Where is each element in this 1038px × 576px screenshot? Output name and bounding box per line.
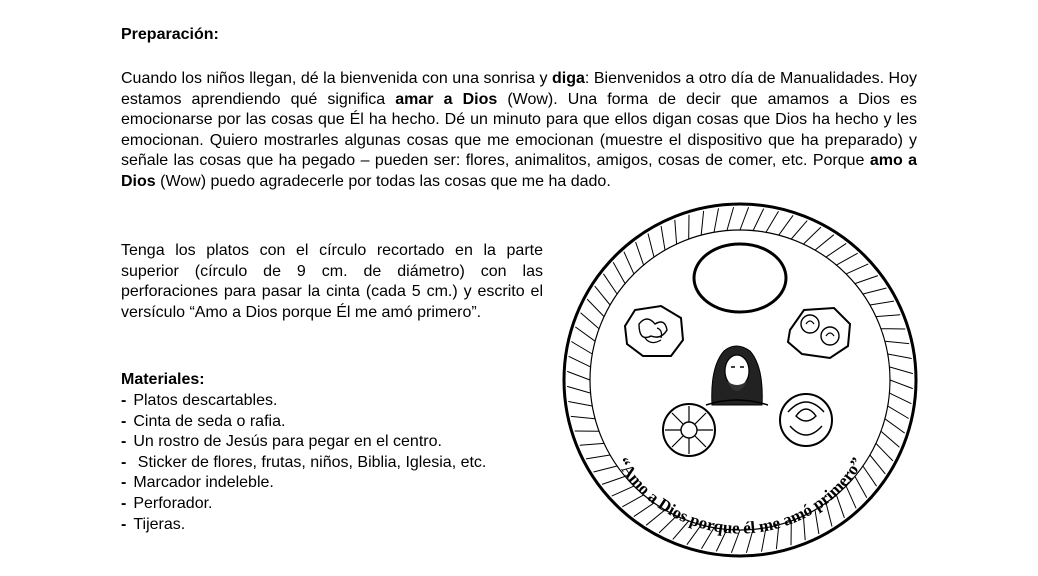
plate-flute-line: [586, 455, 610, 459]
roses-sticker-icon: [788, 308, 850, 358]
plate-flute-line: [567, 371, 590, 380]
plate-flute-line: [779, 215, 793, 235]
plate-flute-line: [567, 386, 591, 393]
list-item: - Un rostro de Jesús para pegar en el centro.: [121, 433, 442, 451]
plate-flute-line: [870, 301, 894, 305]
plate-flute-line: [888, 354, 912, 359]
plate-flute-line: [766, 211, 779, 232]
plate-flute-line: [594, 466, 618, 472]
list-item: - Marcador indeleble.: [121, 474, 274, 492]
materials-list: [121, 391, 543, 535]
plate-flute-line: [568, 402, 592, 407]
plate-flute-line: [587, 299, 604, 317]
plate-flute-line: [870, 455, 885, 474]
plate-flute-line: [881, 431, 899, 447]
plate-flute-line: [701, 211, 703, 235]
plate-flute-line: [890, 380, 913, 389]
plate-flute-line: [863, 288, 887, 294]
plate-flute-line: [569, 356, 591, 367]
plate-flute-line: [636, 242, 644, 265]
plate-flute-line: [571, 416, 595, 418]
list-item: - Platos descartables.: [121, 392, 278, 409]
plate-flute-line: [648, 234, 654, 258]
daisy-sticker-icon: [663, 404, 715, 456]
instructions-paragraph: Tenga los platos con el círculo recortado en la parte superior (círculo de 9 cm. de diámetro) con las perforaciones para pasar la cinta (cada 5 cm.) y escrito el versículo “Amo a Dios porque Él me amó primero”.: [121, 242, 543, 321]
jesus-face-icon: [706, 346, 768, 405]
list-item: - Perforador.: [121, 494, 213, 512]
plate-flute-line: [846, 264, 868, 274]
verse-text: “Amo a Dios porque él me amó primero”: [613, 454, 867, 538]
rose-sticker-icon: [780, 394, 832, 446]
plate-flute-line: [595, 286, 610, 305]
plate-flute-line: [675, 220, 677, 244]
materials-heading: Materiales:: [121, 371, 205, 388]
plate-flute-line: [888, 406, 909, 419]
plate-flute-line: [753, 209, 764, 231]
flower-sticker-icon: [625, 306, 683, 356]
plate-flute-line: [791, 221, 807, 239]
plate-flute-line: [613, 262, 625, 283]
plate-flute-line: [581, 313, 599, 329]
plate-flute-line: [714, 208, 719, 232]
plate-flute-line: [889, 367, 913, 374]
plate-flute-line: [876, 315, 900, 317]
plate-flute-line: [836, 253, 857, 265]
plate-flute-line: [826, 243, 846, 257]
plate-flute-line: [727, 207, 734, 231]
list-item: - Tijeras.: [121, 515, 186, 533]
plate-flute-line: [661, 226, 665, 250]
cutout-circle: [694, 244, 786, 312]
intro-paragraph: Cuando los niños llegan, dé la bienvenida con una sonrisa y diga: Bienvenidos a otro día de Manualidades. Hoy estamos aprendiendo qué significa amar a Dios (Wow). Una forma de decir que amamos a Dios es emocionarse por las cosas que Él ha hecho. Dé un minuto para que ellos digan cosas que Dios ha hecho y les emocionan. Quiero mostrarles algunas cosas que me emocionan (muestre el dispositivo que ha preparado) y señale las cosas que ha pegado – pueden ser: flores, animalitos, amigos, cosas de comer, etc. Porque amo a Dios (Wow) puedo agradecerle por todas las cosas que me ha dado.: [121, 70, 918, 190]
plate-flute-line: [885, 341, 909, 343]
plate-flute-line: [863, 466, 877, 486]
plate-flute-line: [803, 227, 821, 244]
plate-flute-line: [815, 235, 834, 250]
plate-flute-line: [603, 274, 617, 294]
plate-flute-line: [571, 342, 592, 355]
list-item: - Cinta de seda o rafia.: [121, 412, 286, 430]
plate-flute-line: [624, 252, 634, 274]
plate-flute-line: [855, 276, 878, 284]
section-heading: Preparación:: [121, 26, 219, 43]
plate-flute-line: [885, 419, 905, 433]
plate-illustration: [558, 200, 922, 560]
plate-flute-line: [855, 476, 867, 497]
plate-flute-line: [889, 393, 911, 404]
plate-flute-line: [602, 476, 625, 484]
plate-flute-line: [876, 443, 893, 461]
plate-flute-line: [575, 327, 595, 341]
plate-flute-line: [580, 443, 604, 445]
plate-flute-line: [740, 207, 749, 230]
list-item: - Sticker de flores, frutas, niños, Biblia, Iglesia, etc.: [121, 453, 487, 471]
